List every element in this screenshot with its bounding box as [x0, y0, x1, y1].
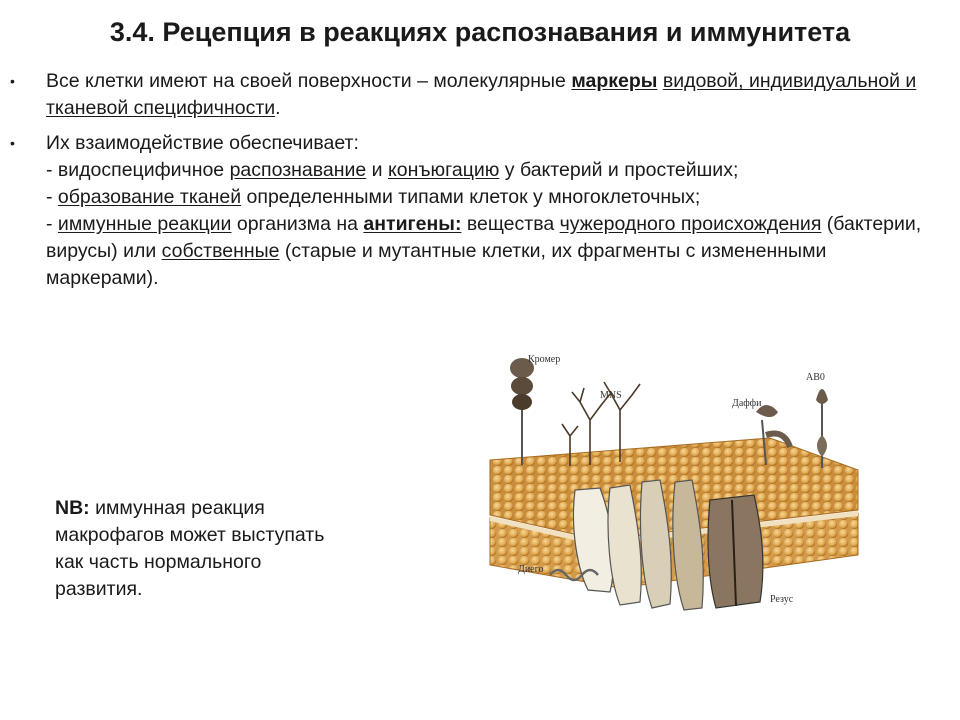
- conjugation-term: конъюгацию: [387, 159, 500, 181]
- bullet1-end: .: [275, 97, 281, 119]
- l1-b: и: [366, 159, 388, 181]
- label-diego: Диего: [518, 564, 544, 575]
- own-term: собственные: [161, 240, 280, 262]
- kromer-protein: [510, 358, 534, 465]
- l3-d: (бактерии, вирусы) или: [46, 213, 922, 262]
- nb-label: NB:: [55, 497, 90, 519]
- tissue-term: образование тканей: [57, 186, 242, 208]
- bullet-interaction: [10, 130, 926, 292]
- label-daffi: Даффи: [732, 398, 762, 409]
- nb-note: [55, 495, 335, 603]
- l3-a: -: [46, 213, 58, 235]
- l2-b: определенными типами клеток у многоклеточных;: [241, 186, 701, 208]
- line-immune: [46, 211, 926, 292]
- foreign-term: чужеродного происхождения: [559, 213, 822, 235]
- label-mns: MNS: [600, 390, 622, 401]
- nb-text: иммунная реакция макрофагов может выступать как часть нормального развития.: [55, 497, 325, 600]
- interaction-intro: Их взаимодействие обеспечивает:: [46, 132, 359, 154]
- line-recognition: [46, 157, 926, 184]
- bullet-markers: [10, 68, 926, 122]
- l3-e: (старые и мутантные клетки, их фрагменты с измененными маркерами).: [46, 240, 827, 289]
- line-tissue: [46, 184, 926, 211]
- membrane-antigens-diagram: [470, 340, 860, 625]
- l1-a: - видоспецифичное: [46, 159, 230, 181]
- recognition-term: распознавание: [229, 159, 367, 181]
- immune-term: иммунные реакции: [57, 213, 232, 235]
- label-rhesus: Резус: [770, 594, 794, 605]
- l2-a: -: [46, 186, 58, 208]
- label-ab0: АВ0: [806, 372, 825, 383]
- bullet1-text: Все клетки имеют на своей поверхности – молекулярные: [46, 70, 572, 92]
- markers-term: маркеры: [571, 70, 658, 92]
- specificity-term: видовой, индивидуальной и тканевой специфичности: [46, 70, 917, 119]
- bullet-dot-icon: •: [10, 73, 15, 89]
- slide-title: 3.4. Рецепция в реакциях распознавания и иммунитета: [109, 17, 851, 47]
- bullet-dot-icon: •: [10, 135, 15, 151]
- antigens-term: антигены:: [363, 213, 462, 235]
- l3-c: вещества: [461, 213, 560, 235]
- l3-b: организма на: [231, 213, 364, 235]
- label-kromer: Кромер: [528, 354, 561, 365]
- l1-c: у бактерий и простейших;: [499, 159, 739, 181]
